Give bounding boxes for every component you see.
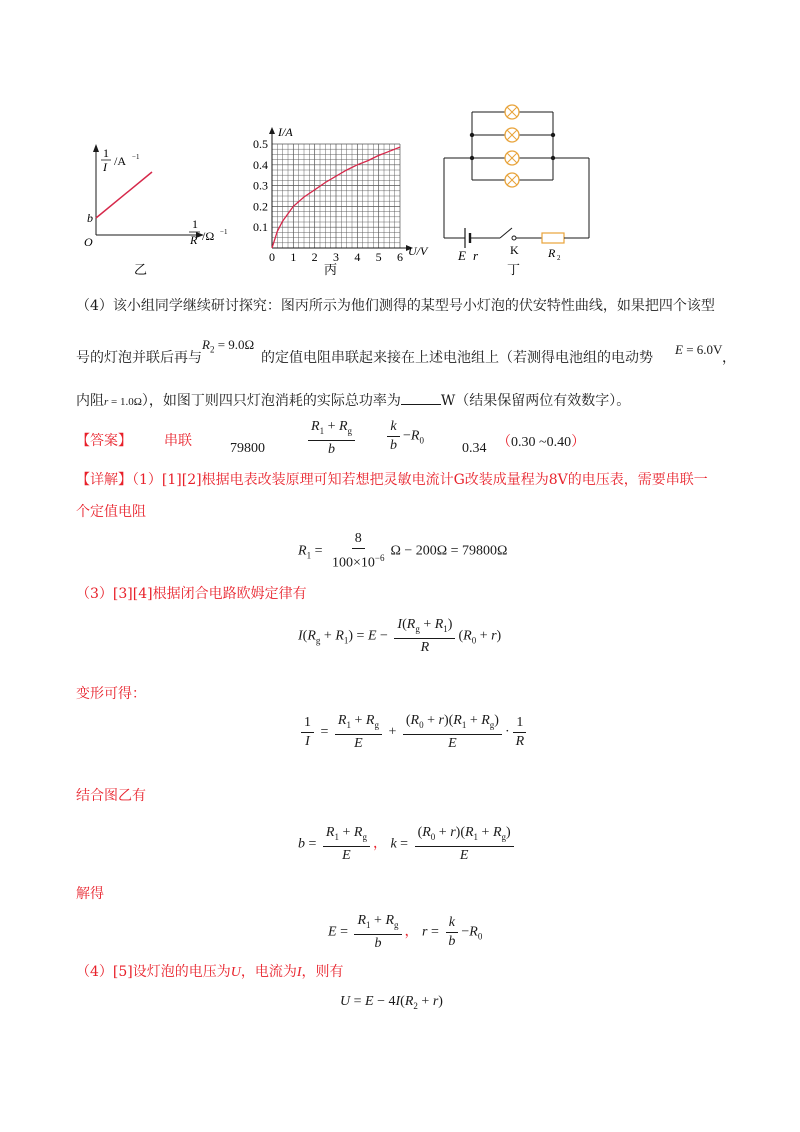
question-E-value: E = 6.0V: [675, 342, 723, 357]
chart-x-tick-label: 3: [333, 250, 339, 264]
yi-y-label-den: I: [103, 160, 107, 174]
yi-y-arrow: [93, 144, 99, 152]
chart-y-tick-label: 0.5: [253, 137, 268, 151]
yi-x-label-den: R: [190, 233, 198, 247]
chart-y-tick-label: 0.2: [253, 199, 268, 214]
bulb-row-3: [472, 151, 553, 165]
question-line-2: 号的灯泡并联后再与: [76, 350, 202, 366]
detail-line-5: 结合图乙有: [76, 788, 146, 804]
figure-bing-chart: [236, 124, 436, 282]
detail-line-7: （4）[5]设灯泡的电压为U，电流为I，则有: [76, 964, 344, 980]
chart-x-tick-label: 5: [375, 250, 382, 264]
switch-contact: [512, 236, 516, 240]
answer-4: $\frac{k}{b}$ $-R_0$: [384, 418, 424, 455]
chart-y-label: I/A: [278, 125, 293, 139]
resistor-icon: [542, 233, 564, 243]
label-K: K: [510, 243, 519, 257]
yi-y-label-num: 1: [103, 146, 109, 160]
chart-ticks: [253, 137, 403, 264]
detail-line-2: 个定值电阻: [76, 504, 146, 520]
chart-y-tick-label: 0.3: [253, 178, 268, 193]
yi-y-label-exp: −1: [132, 153, 140, 161]
figure-yi: [78, 140, 258, 280]
yi-y-label-unit: /A: [114, 154, 126, 168]
yi-origin-label: O: [84, 235, 93, 249]
bulb-row-1: [472, 105, 553, 119]
chart-grid: [272, 144, 400, 248]
answer-blank[interactable]: [401, 390, 441, 405]
chart-y-tick-label: 0.1: [253, 220, 268, 235]
chart-x-tick-label: 0: [269, 250, 275, 264]
yi-intercept-label: b: [87, 211, 93, 225]
yi-data-line: [96, 172, 152, 218]
answer-5-range: （0.30 ~0.40）: [497, 435, 586, 450]
figure-ding-circuit: [436, 94, 606, 279]
yi-x-label-num: 1: [192, 217, 198, 231]
junction-dot: [470, 133, 474, 137]
ding-caption: 丁: [507, 262, 521, 277]
question-line-2c: ，: [722, 350, 736, 366]
label-R-sub: 2: [557, 254, 561, 262]
question-R2-value: $R_2 = 9.0\Omega$: [202, 337, 255, 355]
label-R: R: [548, 246, 556, 260]
answer-2: 79800: [230, 441, 265, 456]
yi-x-label-exp: −1: [220, 228, 228, 236]
chart-x-tick-label: 4: [354, 250, 361, 264]
chart-caption: 丙: [324, 262, 338, 277]
junction-dot: [551, 133, 555, 137]
answer-1: 串联: [164, 433, 192, 449]
yi-caption: 乙: [134, 262, 148, 277]
equation-R1: $R_1$ = $\frac{8}{100\times 10^{-6}}$ Ω − 200Ω = 79800Ω: [298, 531, 508, 571]
equation-transform: $\frac{1}{I}$ = $\frac{R_1 + R_g}{E}$ + $\frac{(R_0 + r)(R_1 + R_g)}{E}$ · $\frac{1}{R}$: [298, 712, 530, 753]
question-line-2b: 的定值电阻串联起来接在上述电池组上（若测得电池组的电动势: [261, 350, 653, 366]
label-r: r: [473, 248, 479, 263]
chart-x-tick-label: 2: [311, 250, 318, 264]
bulb-row-4: [472, 173, 553, 187]
equation-E-r: E = $\frac{R_1 + R_g}{b}$ ， r = $\frac{k}{b}$ $-R_0$: [328, 913, 483, 951]
answer-3: $\frac{R_1 + R_g}{b}$: [305, 418, 358, 459]
answer-5: 0.34: [462, 441, 487, 456]
equation-U: $U = E - 4I(R_2 + r)$: [340, 994, 443, 1011]
yi-x-label-unit: /Ω: [202, 229, 215, 243]
detail-line-4: 变形可得：: [76, 686, 146, 702]
bulb-row-2: [472, 128, 553, 142]
chart-x-tick-label: 6: [397, 250, 403, 264]
chart-y-tick-label: 0.4: [253, 157, 268, 172]
detail-line-1: 【详解】（1）[1][2]根据电表改装原理可知若想把灵敏电流计G改装成量程为8V的电压表，需要串联一: [76, 472, 708, 488]
question-line-1: （4）该小组同学继续研讨探究：图丙所示为他们测得的某型号小灯泡的伏安特性曲线，如果把四个该型: [76, 298, 715, 314]
detail-line-3: （3）[3][4]根据闭合电路欧姆定律有: [76, 586, 307, 602]
label-E: E: [458, 248, 466, 263]
switch-icon: [500, 228, 512, 238]
answer-label: 【答案】: [76, 433, 132, 449]
chart-y-arrow: [269, 127, 275, 134]
question-line-3: 内阻r = 1.0Ω），如图丁则四只灯泡消耗的实际总功率为 W（结果保留两位有效数字）。: [76, 390, 630, 412]
equation-b-k: b = $\frac{R_1 + R_g}{E}$ ， k = $\frac{(R_0 + r)(R_1 + R_g)}{E}$: [298, 824, 517, 865]
detail-line-6: 解得: [76, 886, 104, 902]
equation-ohm: $I(R_g + R_1) = E$ − $\frac{I(R_g + R_1)}{R}$ $(R_0 + r)$: [298, 617, 502, 655]
chart-x-label: U/V: [408, 244, 428, 258]
chart-x-tick-label: 1: [290, 250, 297, 264]
